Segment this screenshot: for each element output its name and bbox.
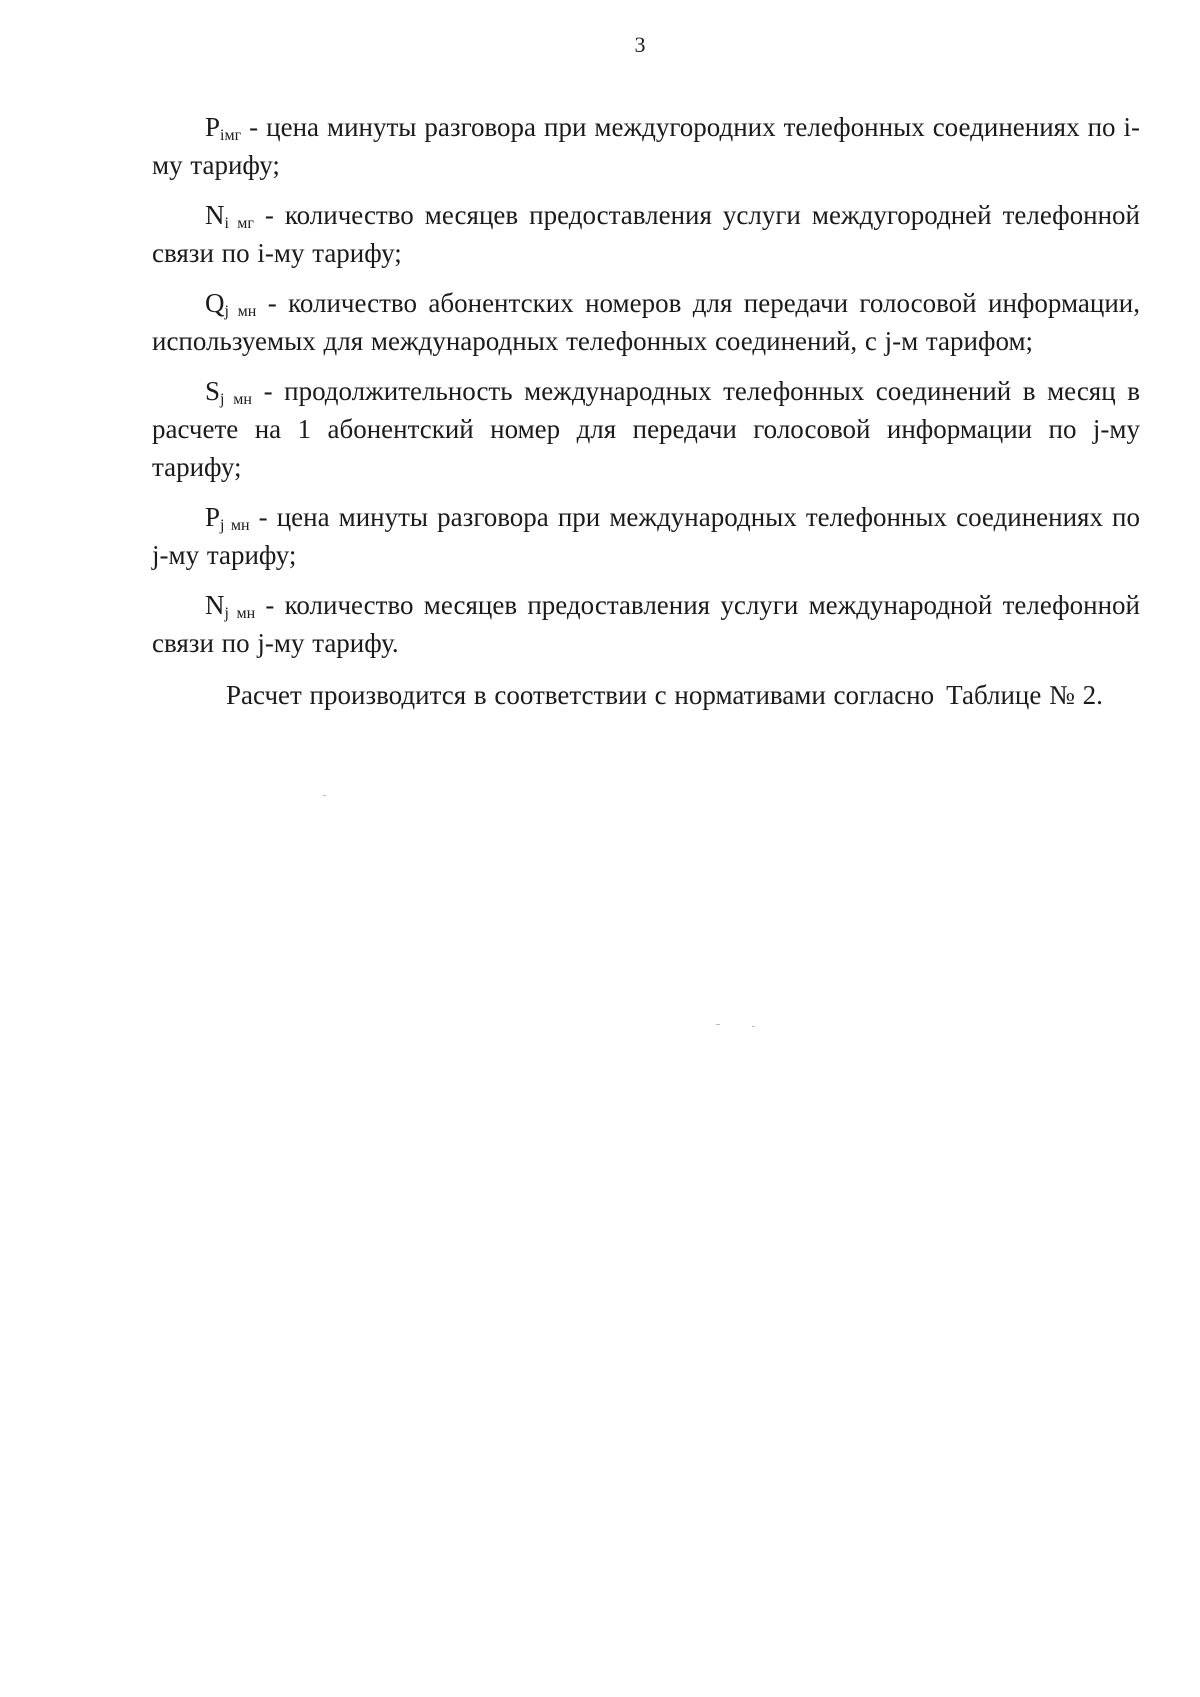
definition-duration-international <box>152 372 1140 486</box>
definition-months-intercity <box>152 196 1140 272</box>
scan-speck <box>716 1024 720 1025</box>
definition-months-international <box>152 586 1140 662</box>
symbol: $Q_{j мн}$ <box>205 288 257 320</box>
scan-speck <box>323 795 326 796</box>
definition-text: - количество месяцев предоставления услуги междугородней телефонной связи по i-му тарифу; <box>152 200 1140 268</box>
definition-price-intercity <box>152 108 1140 184</box>
closing-text: Расчет производится в соответствии с нормативами согласно <box>226 680 935 710</box>
definition-text: - продолжительность международных телефонных соединений в месяц в расчете на 1 абонентский номер для передачи голосовой информации по j-му тарифу; <box>152 376 1140 482</box>
definition-price-international <box>152 498 1140 574</box>
symbol: $N_{i мг}$ <box>205 200 254 232</box>
definition-text: - цена минуты разговора при междугородних телефонных соединениях по i-му тарифу; <box>152 112 1140 180</box>
table-reference: Таблице № 2. <box>946 680 1103 710</box>
symbol: $P_{iмг}$ <box>205 112 242 144</box>
scan-speck <box>752 1026 755 1027</box>
closing-sentence <box>152 676 1140 714</box>
symbol: $P_{j мн}$ <box>205 502 250 534</box>
definition-text: - цена минуты разговора при международных телефонных соединениях по j-му тарифу; <box>152 502 1141 570</box>
definition-text: - количество абонентских номеров для передачи голосовой информации, используемых для международных телефонных соединений, с j-м тарифом; <box>152 288 1140 356</box>
definition-quantity-international <box>152 284 1140 360</box>
page-number: 3 <box>634 32 646 57</box>
symbol: $S_{j мн}$ <box>205 376 252 408</box>
definition-text: - количество месяцев предоставления услуги международной телефонной связи по j-му тарифу. <box>152 590 1140 658</box>
document-body <box>152 108 1140 726</box>
symbol: $N_{j мн}$ <box>205 590 256 622</box>
